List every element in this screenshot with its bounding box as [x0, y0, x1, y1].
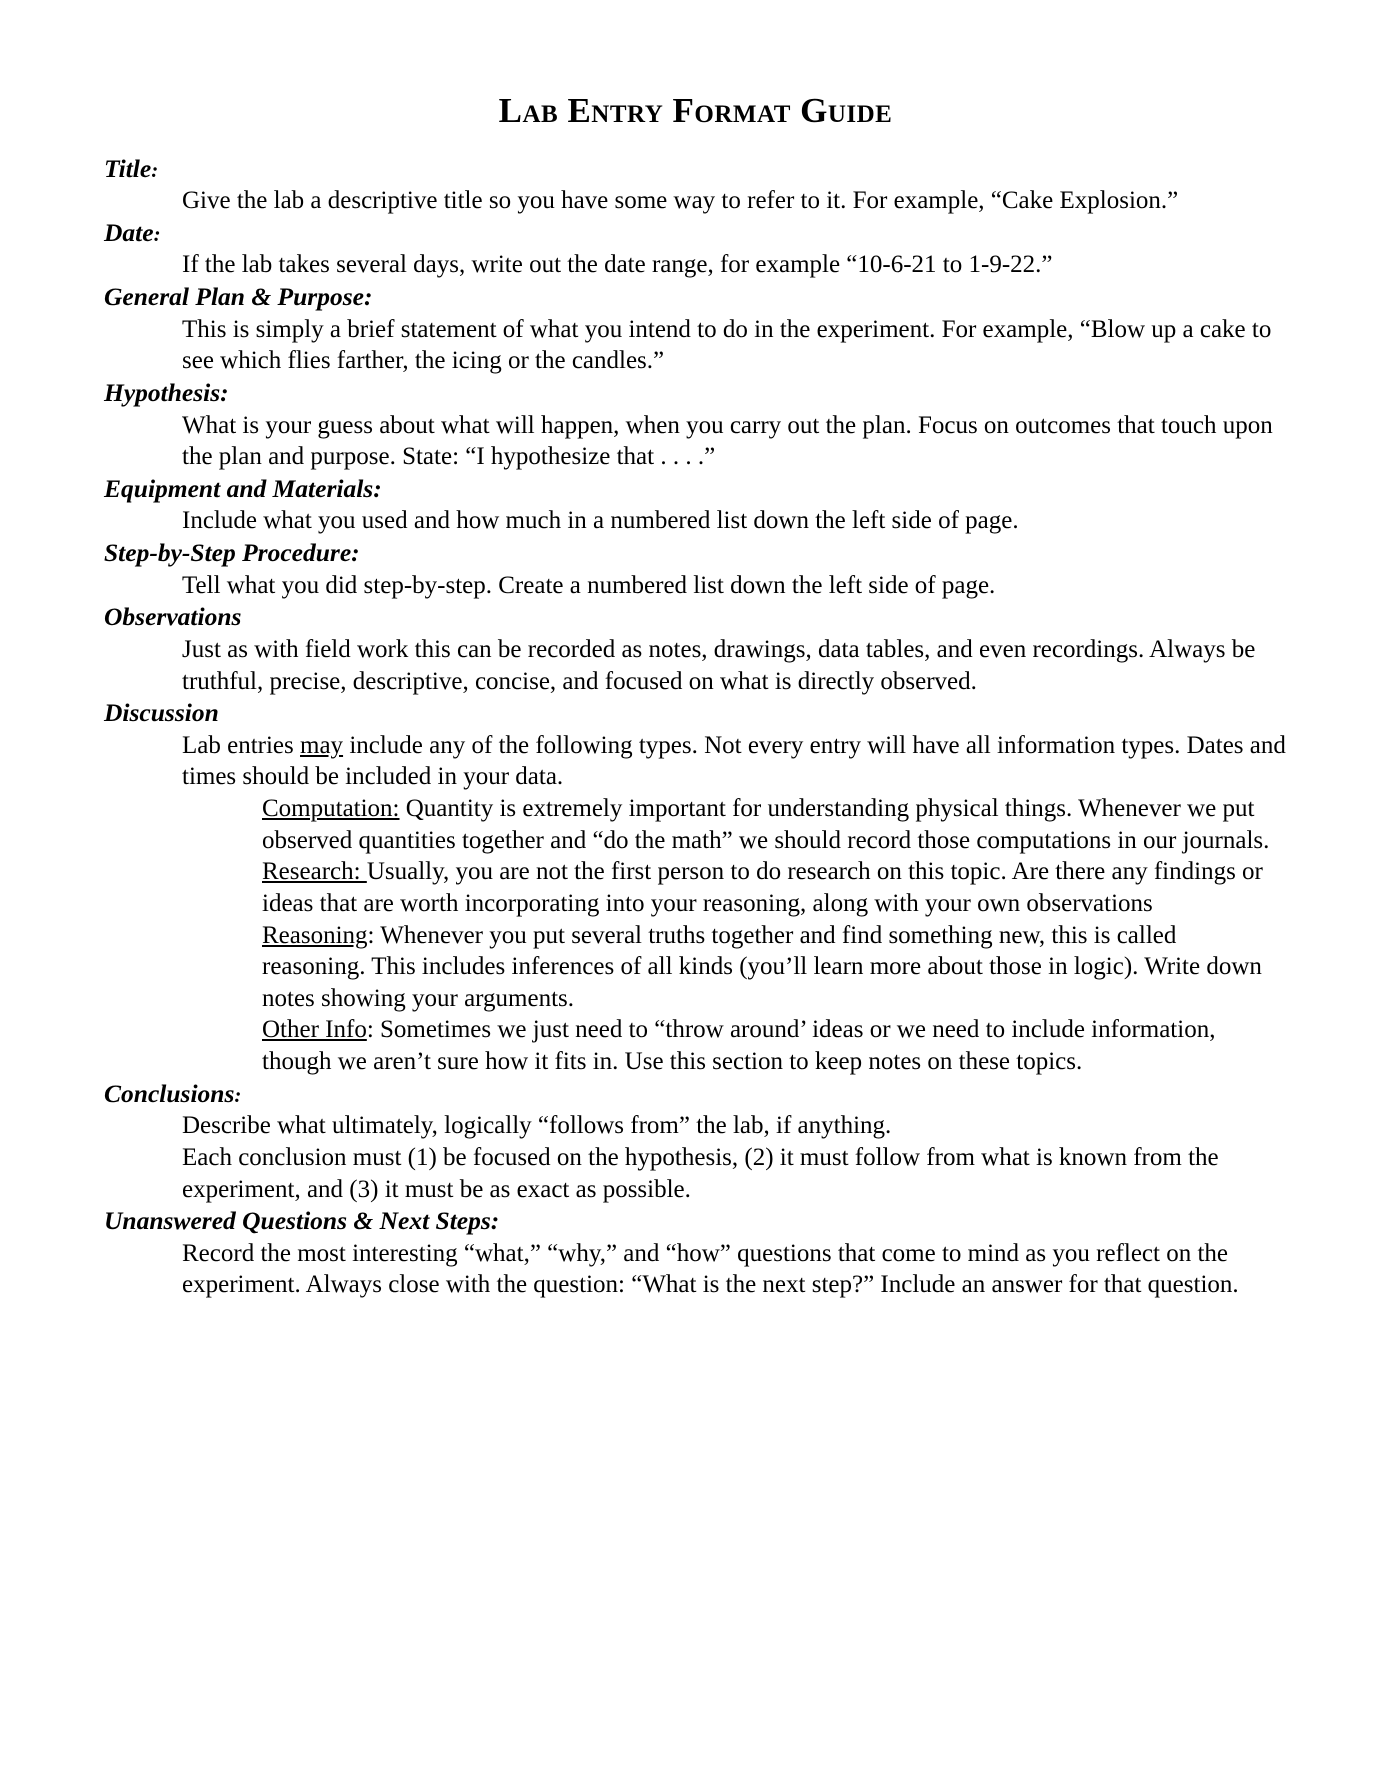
section-heading — [104, 217, 1286, 250]
section-discussion — [104, 697, 1286, 1078]
discussion-intro-emphasis: may — [300, 731, 344, 759]
section-heading — [104, 1078, 1286, 1111]
discussion-subsection-research — [104, 856, 1286, 919]
section-paragraph: What is your guess about what will happen, when you carry out the plan. Focus on outcomes that touch upon the plan and purpose. State: “I hypothesize that . . . .” — [182, 411, 1273, 471]
section-hypothesis — [104, 377, 1286, 473]
discussion-subsection-other-info — [104, 1014, 1286, 1077]
section-title — [104, 153, 1286, 217]
page-title: Lab Entry Format Guide — [498, 91, 893, 130]
section-heading: Equipment and Materials: — [104, 473, 382, 503]
section-heading-text: Date — [104, 217, 154, 247]
section-heading-colon: : — [153, 221, 161, 246]
section-heading: Unanswered Questions & Next Steps: — [104, 1206, 500, 1236]
section-paragraph: Describe what ultimately, logically “follows from” the lab, if anything. — [182, 1112, 892, 1140]
section-paragraph: Tell what you did step-by-step. Create a numbered list down the left side of page. — [182, 571, 996, 599]
section-paragraph: Each conclusion must (1) be focused on the hypothesis, (2) it must follow from what is known from the experiment, and (3) it must be as exact as possible. — [182, 1143, 1219, 1203]
section-heading-text: Conclusions — [104, 1078, 235, 1108]
section-paragraph: This is simply a brief statement of what you intend to do in the experiment. For example, “Blow up a cake to see which flies farther, the icing or the candles.” — [182, 315, 1272, 375]
document-body — [0, 131, 1391, 1302]
discussion-intro-lead: Lab entries — [182, 731, 301, 759]
discussion-subsection-reasoning — [104, 920, 1286, 1015]
section-equipment-materials — [104, 473, 1286, 537]
discussion-subsection-text: : Whenever you put several truths together and find something new, this is called reasoning. This includes inferences of all kinds (you’ll learn more about those in logic). Write down notes showing your arguments. — [262, 921, 1262, 1012]
section-general-plan-purpose — [104, 281, 1286, 377]
section-observations — [104, 601, 1286, 697]
section-heading: General Plan & Purpose: — [104, 282, 373, 311]
section-date — [104, 217, 1286, 281]
discussion-subsection-label: Other Info — [262, 1016, 367, 1044]
discussion-subsection-label: Reasoning — [262, 921, 368, 949]
section-heading: Discussion — [104, 698, 219, 728]
discussion-intro-rest: include any of the following types. Not every entry will have all information types. Dates and times should be included in your data. — [182, 731, 1286, 791]
section-heading: Observations — [104, 602, 242, 632]
section-heading-text: Title — [104, 153, 152, 183]
section-heading: Hypothesis: — [104, 377, 229, 407]
section-heading — [104, 153, 1286, 186]
section-step-by-step-procedure — [104, 537, 1286, 601]
section-paragraph: Include what you used and how much in a numbered list down the left side of page. — [182, 507, 1019, 535]
discussion-intro-paragraph — [104, 730, 1286, 793]
section-paragraph: Record the most interesting “what,” “why,” and “how” questions that come to mind as you reflect on the experiment. Always close with the question: “What is the next step?” Include an answer for that question. — [182, 1239, 1239, 1299]
discussion-subsection-text: Quantity is extremely important for understanding physical things. Whenever we put observed quantities together and “do the math” we should record those computations in our journals. — [262, 795, 1270, 854]
section-heading-colon: : — [151, 157, 159, 182]
section-paragraph: Just as with field work this can be recorded as notes, drawings, data tables, and even recordings. Always be truthful, precise, descriptive, concise, and focused on what is directly observed. — [182, 635, 1256, 695]
discussion-subsection-text: : Sometimes we just need to “throw around’ ideas or we need to include information, though we aren’t sure how it fits in. Use this section to keep notes on these topics. — [262, 1016, 1216, 1075]
section-unanswered-questions-next-steps — [104, 1205, 1286, 1301]
section-paragraph: If the lab takes several days, write out the date range, for example “10-6-21 to 1-9-22.” — [182, 251, 1053, 279]
discussion-subsection-text: Usually, you are not the first person to do research on this topic. Are there any findings or ideas that are worth incorporating into your reasoning, along with your own observations — [262, 858, 1263, 917]
discussion-subsection-label: Research: — [262, 858, 367, 886]
section-paragraph: Give the lab a descriptive title so you have some way to refer to it. For example, “Cake Explosion.” — [182, 187, 1179, 215]
discussion-subsection-computation — [104, 793, 1286, 856]
section-conclusions — [104, 1078, 1286, 1206]
discussion-subsection-label: Computation: — [262, 795, 400, 822]
section-heading: Step-by-Step Procedure: — [104, 538, 360, 567]
section-heading-colon: : — [234, 1082, 242, 1107]
